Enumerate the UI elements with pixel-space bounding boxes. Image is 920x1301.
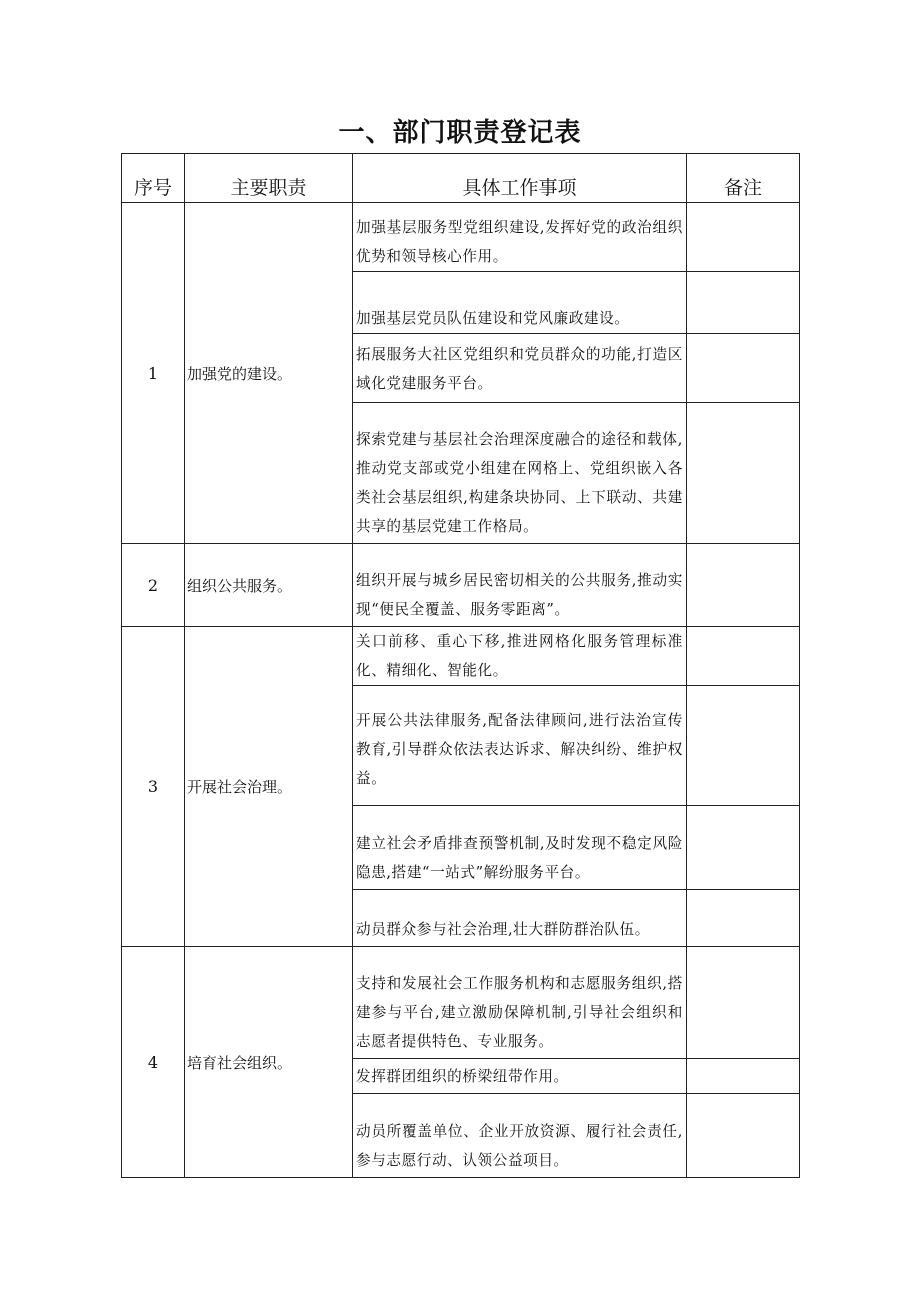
row-number: 4 bbox=[122, 947, 185, 1178]
header-items: 具体工作事项 bbox=[353, 154, 687, 203]
header-responsibility: 主要职责 bbox=[185, 154, 353, 203]
work-item: 探索党建与基层社会治理深度融合的途径和载体,推动党支部或党小组建在网格上、党组织嵌入各类社会基层组织,构建条块协同、上下联动、共建共享的基层党建工作格局。 bbox=[353, 403, 687, 544]
work-item: 组织开展与城乡居民密切相关的公共服务,推动实现“便民全覆盖、服务零距离”。 bbox=[353, 544, 687, 627]
note-cell bbox=[687, 403, 800, 544]
row-responsibility: 加强党的建设。 bbox=[185, 203, 353, 544]
table-row bbox=[122, 627, 800, 686]
table-row bbox=[122, 544, 800, 627]
row-number: 2 bbox=[122, 544, 185, 627]
responsibility-table bbox=[121, 153, 800, 1178]
table-row bbox=[122, 203, 800, 272]
note-cell bbox=[687, 890, 800, 947]
note-cell bbox=[687, 334, 800, 403]
note-cell bbox=[687, 686, 800, 806]
note-cell bbox=[687, 203, 800, 272]
row-responsibility: 组织公共服务。 bbox=[185, 544, 353, 627]
work-item: 拓展服务大社区党组织和党员群众的功能,打造区域化党建服务平台。 bbox=[353, 334, 687, 403]
note-cell bbox=[687, 272, 800, 334]
note-cell bbox=[687, 1094, 800, 1178]
row-responsibility: 开展社会治理。 bbox=[185, 627, 353, 947]
work-item: 发挥群团组织的桥梁纽带作用。 bbox=[353, 1059, 687, 1094]
note-cell bbox=[687, 806, 800, 890]
work-item: 加强基层服务型党组织建设,发挥好党的政治组织优势和领导核心作用。 bbox=[353, 203, 687, 272]
row-number: 3 bbox=[122, 627, 185, 947]
work-item: 支持和发展社会工作服务机构和志愿服务组织,搭建参与平台,建立激励保障机制,引导社会组织和志愿者提供特色、专业服务。 bbox=[353, 947, 687, 1059]
header-note: 备注 bbox=[687, 154, 800, 203]
work-item: 动员所覆盖单位、企业开放资源、履行社会责任,参与志愿行动、认领公益项目。 bbox=[353, 1094, 687, 1178]
work-item: 关口前移、重心下移,推进网格化服务管理标准化、精细化、智能化。 bbox=[353, 627, 687, 686]
note-cell bbox=[687, 1059, 800, 1094]
note-cell bbox=[687, 627, 800, 686]
note-cell bbox=[687, 947, 800, 1059]
page-title: 一、部门职责登记表 bbox=[338, 118, 582, 148]
note-cell bbox=[687, 544, 800, 627]
row-number: 1 bbox=[122, 203, 185, 544]
table-row bbox=[122, 947, 800, 1059]
work-item: 加强基层党员队伍建设和党风廉政建设。 bbox=[353, 272, 687, 334]
work-item: 建立社会矛盾排查预警机制,及时发现不稳定风险隐患,搭建“一站式”解纷服务平台。 bbox=[353, 806, 687, 890]
table-header-row bbox=[122, 154, 800, 203]
header-no: 序号 bbox=[122, 154, 185, 203]
work-item: 开展公共法律服务,配备法律顾问,进行法治宣传教育,引导群众依法表达诉求、解决纠纷、维护权益。 bbox=[353, 686, 687, 806]
row-responsibility: 培育社会组织。 bbox=[185, 947, 353, 1178]
work-item: 动员群众参与社会治理,壮大群防群治队伍。 bbox=[353, 890, 687, 947]
